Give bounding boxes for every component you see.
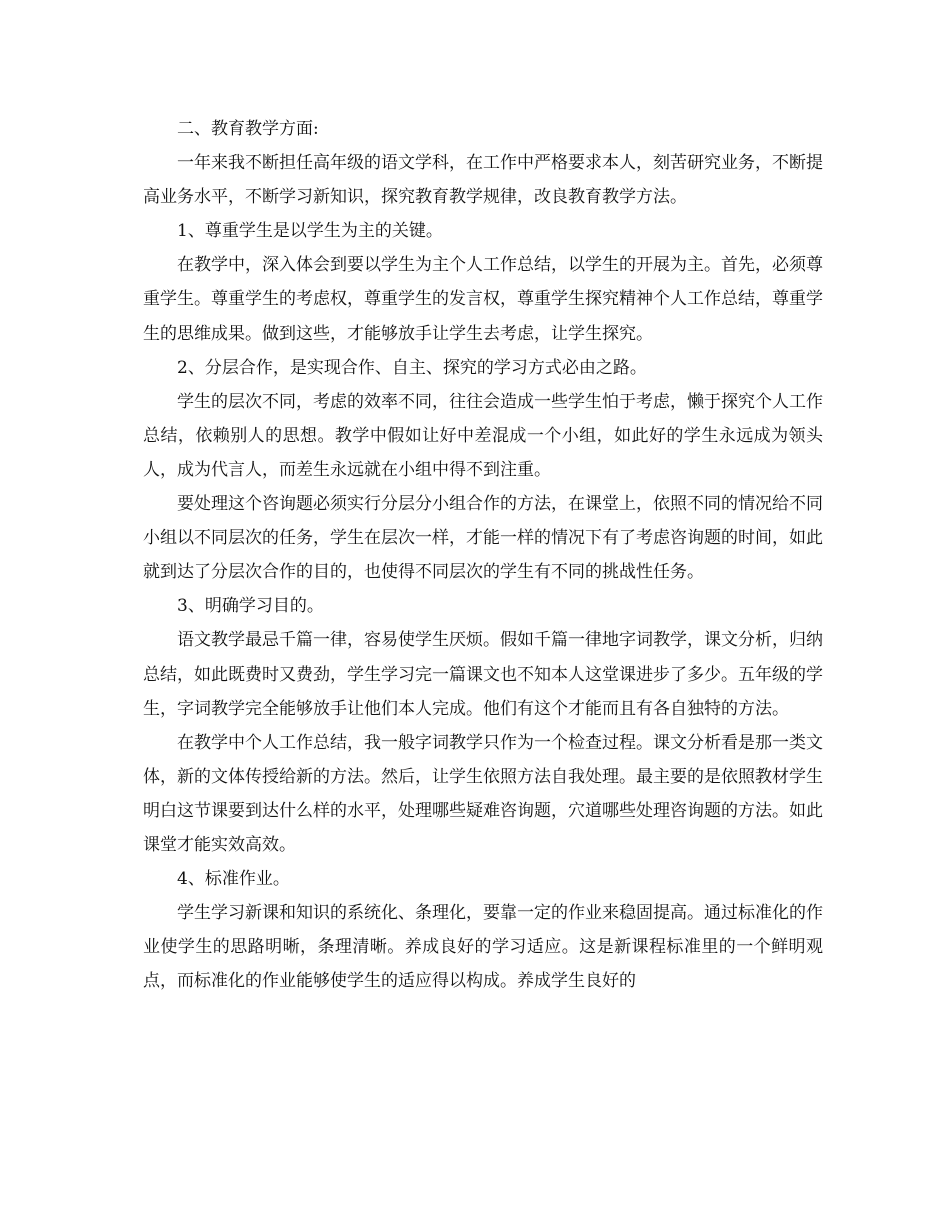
subheading: 3、明确学习目的。	[177, 596, 324, 617]
body-paragraph: 学生学习新课和知识的系统化、条理化，要靠一定的作业来稳固提高。通过标准化的作业使学生的思路明晰，条理清晰。养成良好的学习适应。这是新课程标准里的一个鲜明观点，而标准化的作业能够使学生的适应得以构成。养成学生良好的	[143, 903, 823, 992]
body-paragraph: 在教学中，深入体会到要以学生为主个人工作总结，以学生的开展为主。首先，必须尊重学生。尊重学生的考虑权，尊重学生的发言权，尊重学生探究精神个人工作总结，尊重学生的思维成果。做到这些，才能够放手让学生去考虑，让学生探究。	[143, 255, 823, 344]
section-heading: 二、教育教学方面:	[177, 119, 319, 139]
body-paragraph: 语文教学最忌千篇一律，容易使学生厌烦。假如千篇一律地字词教学，课文分析，归纳总结，如此既费时又费劲，学生学习完一篇课文也不知本人这堂课进步了多少。五年级的学生，字词教学完全能够放手让他们本人完成。他们有这个才能而且有各自独特的方法。	[143, 630, 823, 719]
body-paragraph: 学生的层次不同，考虑的效率不同，往往会造成一些学生怕于考虑，懒于探究个人工作总结，依赖别人的思想。教学中假如让好中差混成一个小组，如此好的学生永远成为领头人，成为代言人，而差生永远就在小组中得不到注重。	[143, 391, 823, 480]
subheading: 1、尊重学生是以学生为主的关键。	[177, 221, 443, 242]
body-paragraph: 要处理这个咨询题必须实行分层分小组合作的方法，在课堂上，依照不同的情况给不同小组以不同层次的任务，学生在层次一样，才能一样的情况下有了考虑咨询题的时间，如此就到达了分层次合作的目的，也使得不同层次的学生有不同的挑战性任务。	[143, 494, 823, 583]
subheading: 4、标准作业。	[177, 869, 290, 890]
document-page	[143, 112, 823, 998]
subheading: 2、分层合作，是实现合作、自主、探究的学习方式必由之路。	[177, 357, 647, 378]
body-paragraph: 在教学中个人工作总结，我一般字词教学只作为一个检查过程。课文分析看是那一类文体，新的文体传授给新的方法。然后，让学生依照方法自我处理。最主要的是依照教材学生明白这节课要到达什么样的水平，处理哪些疑难咨询题，穴道哪些处理咨询题的方法。如此课堂才能实效高效。	[143, 732, 823, 855]
body-paragraph: 一年来我不断担任高年级的语文学科，在工作中严格要求本人，刻苦研究业务，不断提高业务水平，不断学习新知识，探究教育教学规律，改良教育教学方法。	[143, 153, 823, 208]
